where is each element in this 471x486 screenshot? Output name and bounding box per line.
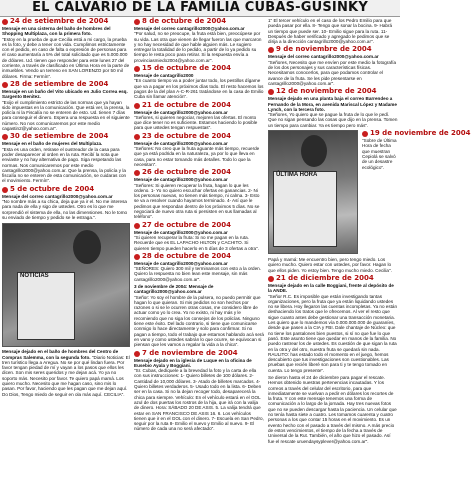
bullet-icon [134,19,140,25]
entry-date: 23 de octubre de 2004 [142,131,231,140]
entry-30-sep [2,133,130,183]
entry-summary [268,375,398,444]
entry-body: "Señores: No creo que la fruta aguante más tiempo, recuerde que ya está podrida en la naturaleza, ya por lo que lleva en casa, para no estar tomando más detalles. Todo lo que la necesitan". [134,146,260,167]
entry-body: "Señor R.C. Es imposible que están investigando tantas organizaciones, pero la fruta que ya están liquidando ustedes no se libera. Hoy llegaron las cuentas incompletas. Ya no están deshaciendo los tratos que le ofrecemos. Al ver el resto que sigue cuanto antes debe gestionar una transacción monetaria. Les quiero que lo mandemos vía 0.000.000.000 de guaraníes, desde que pasen a la CIA y FBI. Dale chantaje de Núcleo: que no tiene los pantalones bien puestos, si sí no que fue lo que pasó. Este asunto tiene que quedar en manos de la familia. No puedo rastrear los de ustedes. Es cuestión de que sigan la ruta en la otra y del otro, nuestra fruta se quedará sin nada. RAULITO: has estado todo el momento en el juego, hemos descubierto que tus investigaciones son cuestionables. Las pruebas que recién liberé son para ti y te tengo tomado en cuenta. Lo tengo presente". [268,293,398,373]
entry-date: 21 de diciembre de 2004 [276,273,374,282]
entry-body: "SEÑORES: Quiero 300 mil y terminamos con esto a la orden. Quiero la respuesta no bien lean este mensaje, sin más cantagrillo2000@yahoo.com.ar". [134,266,261,282]
entry-28-sep [2,81,130,131]
entry-28-oct [134,253,264,282]
page-title: EL CALVARIO DE LA FAMILIA CUBAS-GUSINKY [0,0,400,17]
entry-continued [268,18,398,44]
entry-body: "Señores: Si quieren recuperar la fruta, hagan lo que les ordeno. 1- Yo no quiero escuchar ofertas en ganancias. 2- Ni los personas nuevas, no tienen más tiempo, ni calma. 3- Esto se va a resolver cuando hayamos terminado. 4- Así que le pedimos que respondan dentro de los próximos 5 días. No se negociará de nuevo otra ruta si persisten en sus llamadas al teléfono". [134,182,260,220]
bullet-icon [134,103,140,109]
entry-date: 8 de octubre de 2004 [142,17,227,25]
entry-date: 5 de octubre de 2004 [10,184,95,193]
entry-body: "Esta es una orden, retirase el oustreador de la casa para poder desaparecer al orden en la ruta. Recibí la nota que enviaste y no hay alternativa de pago. Siga respetando las normas. Nos comunicaremos por este medio cantagrillo2000@yahoo.com.ar. Que la prensa, la policía y la fiscalía no se enteren de esta comunicación, se cuidaras con el movimiento. Fermín". [2,146,127,184]
bullet-icon [362,131,368,137]
entry-9-nov [268,46,398,86]
entry-letter [268,257,398,273]
bullet-icon [2,134,8,140]
entry-date: 21 de octubre de 2004 [142,100,231,109]
entry-body: "Sobre de Última Hora de fecha que muestran Cepiolá se salvó de un desastre ecológico". [362,138,397,170]
entry-body: "Señores, si quieren negociar, mejoren las ofertas. El monto que dice tener no es suficiente. Estamos haciendo lo posible para que ustedes tengan respuestas". [134,114,258,131]
entry-7-nov [134,350,264,432]
entry-meta: Mensaje dejado en una planta baja el correo Barrendeo a Fernando de la Mora, en avenida Mariscal López y Madame Lynch, con la tercera foto. [268,96,397,112]
entry-meta: Mensaje del correo cantagrillo2000@yahoo.com.ar [2,193,113,199]
entry-body: "En cuanto tiempo va a poder juntar todo, los pestillos dígame que va a pagar en los próximos días todo. El resto hacemos los pagos de la del plan A-C-R-261 tratándose en la casa de Emilio Cuba sin llamar atención". [134,78,264,100]
bullet-icon [2,187,8,193]
entry-meta: Mensaje en el baño de mujeres del Multiplaza. [2,141,103,147]
entry-date: 26 de octubre de 2004 [142,168,231,177]
newspaper-ultima-hora [273,171,337,247]
entry-body: "Por salud, no se preocupe, la fruta está bien, preocúpese por su vida. Las otra que vienen de llegar fueron las que marcaron y no hay necesidad de que hable alguien más. Le sugiero entregar la totalidad de lo pedido, a partir de lo ya pedido su tiempo le resta poco para retirar. Si la respuesta envía a provinciasmiedo2004@yahoo.com.ar". [134,31,262,63]
bullet-icon [134,254,140,260]
entry-meta: Mensaje de cantagrillo2000@yahoo.com.ar [134,260,228,266]
newspaper-label: ÚLTIMA HORA [276,172,318,179]
entry-3-nov [134,284,264,348]
entry-27-oct [134,222,264,251]
column-left [2,18,130,399]
bullet-icon [134,66,140,72]
entry-meta: Mensaje del correo cantagrillo2000@yahoo.com.ar [268,54,379,60]
entry-body: "Exijo el cumplimiento estricto de las normas que ya hayan sido impuestas en la comunicación. Que está ver, la prensa, la policía ni la Fiscalía no se enteren de esto. Ud. tienen 7 días para conseguir el dinero. Espera una respuesta en el siguiente número. No nos comunicaremos por este medio cagastin2@yahoo.com.ar". [2,99,130,132]
entry-meta: Mensaje de cantagrillo2000@yahoo.com.ar [134,229,228,235]
entry-date: 24 de setiembre de 2004 [10,17,109,25]
bullet-icon [268,89,274,95]
entry-date: 28 de octubre de 2004 [142,251,231,260]
entry-15-oct [134,65,264,99]
bullet-icon [134,170,140,176]
entry-21-dic [268,275,398,373]
newspaper-noticias [17,272,75,340]
entry-meta: Mensaje dejado en la iglesia de Luque en la oficina de Eusebio Ayala y Boggiani. [134,357,252,368]
entry-body: "Señor: Yo soy el hombre de la pulsera, no puedo permitir que hagan lo que quieran. Si mis pedidos no son hechos por razones o si se le ocurren otras cosas, me considero libre de actuar como yo lo crea. Yo no existo, ni hay más y le recomiendo que no siga los consejos de los policías. Ninguno tiene este éxito. Del lado contrario, si tiene que comunicarse conmigo lo hace directamente y solo para confirmar. Si no pagan a tiempo, todo el trabajo que estamos hablando acá será en vano y como ustedes sabrán lo que ocurre, se equivocan si piensan que les vamos a regalar la vida a la chica". [134,294,264,348]
entry-meta: Mensaje de cantagrillo2000@yahoo.com.ar [134,177,228,183]
photo-caption [2,349,130,397]
entry-date: 12 de noviembre de 2004 [276,87,377,96]
entry-8-oct [134,18,264,63]
entry-5-oct [2,186,130,220]
entry-date: 30 de setiembre de 2004 [10,132,109,141]
entry-date: 15 de octubre de 2004 [142,64,231,73]
entry-12-nov [268,88,398,128]
entry-body: "Señores, Necesito que me envíen por este medio la fotografía de los dos personajes y sus características físicas. Necesitamos conocerlos, para que podamos controlar el avance de la fruta. Se les pide presentarse en cantagrillo2000@yahoo.com.ar". [268,59,397,86]
bullet-icon [134,351,140,357]
entry-meta: Mensaje de cantagrillo2000@yahoo.com.ar [134,140,228,146]
entry-date: 19 de noviembre de 2004 [370,129,471,138]
caption-title: Mensaje dejado en el baño de hombres del Centro de Compras Salemma, con la segunda foto. [2,349,119,360]
entry-date: 9 de noviembre de 2004 [276,45,372,54]
column-middle [134,18,264,434]
entry-body: Papá y mamá: Me encuentro bien, pero tengo miedo. Los quiero mucho. Quiero estar con ustedes, por favor. Hagan lo que ellos piden. Yo estoy bien. Tengo mucho miedo. Cecilia". [268,257,392,273]
entry-meta: Mensaje del correo cantagrillo2000@yahoo.com.ar [134,26,245,31]
bullet-icon [2,19,8,25]
entry-meta: Mensaje de cantagrillo2000@yahoo.com.ar [134,109,228,115]
entry-body: "Señores, Yo quiero que se pague la fruta de lo que le pedí. Que no sigan pensando las cosas que dijo en la prensa. Tomen un tiempo para cambiar. Ya es tiempo pero más". [268,112,398,128]
entry-23-oct [134,133,264,167]
newspaper-label: NOTICIAS [20,273,49,280]
entry-body: "Sr. Cubas, dedíquele a la brevedad la foto y la carta de ella con sus instrucciones: 1- Quiero billetes de 100 dólares. 2- Cantidad de 10,000 dólares. 3- Atado de billetes marcados. 4- Quiero billetes verdaderos. 5- Usado todo en la lista. 6- Deben ser en la casa. Si no la dejan recoger todo, desaparecerá la chica para siempre. Vehículo: En el vehículo estará en el GOL azul de dos puertas los rostros de la hija, que irá con la valija de dinero. Hora: SÁBADO 20 DE ASIS. 5. La valija tendrá que estar en SAN FRANCISCO DE ASIS 16. 6. Los vehículos tienen que ir en el GOL con el dinero. 7- Escuela en San Pedro, seguir por la ruta 8- Emilio el nuevo y Emilio al nuevo. 9- El número de cada una no será afectado". [134,368,264,432]
entry-body: "Estoy en la prueba de que Cecilia está a mi cargo, la prueba es la foto, y debe a tener con vida. Cumplimos estrictamente con el pedido, en caso de falta o expresión de personas para el caso aumentaría a 5% del total solicitado que es 5.000.000 de dólares. Ud. tienen que responder para este lunes 27 del corriente, a través de clasificado en Última Hora en la parte de inmuebles. Vendo un terreno en SAN LORENZO por 50 mil dólares. Firma: Fermín". [2,36,130,79]
entry-date: 7 de noviembre de 2004 [142,348,238,357]
entry-meta: 3 de noviembre de 2004: Mensaje de cantagrillo2000@yahoo.com.ar [134,283,214,295]
bullet-icon [134,134,140,140]
bullet-icon [268,47,274,53]
entry-meta: Mensaje en una cisterna del baño de hombres del Shopping Multiplaza, con la primera foto. [2,26,111,37]
entry-meta: Mensaje en un baño del Vito ubicado en Julio Correa esq. Sargento Benitez. [2,88,128,100]
photo-girl-with-newspaper [2,223,130,347]
entry-21-oct [134,102,264,131]
entry-24-sep [2,18,130,79]
entry-meta: Mensaje de cantagrillo2000 [134,73,194,79]
bullet-icon [2,82,8,88]
entry-body: 1" El tercer vehículo en el caso de los Pedro Emilio para que pueda pasar por ella. 8- Tengo que sonar la bocina. 9- Habrá un tiempo que puede ser. 10- Emilio sigue para la ruta. 11- Después de haber verificado y agregado le pedimos que se dirija a la dirección cantagrillo2000@yahoo.com.ar". [268,18,393,45]
entry-date: 27 de octubre de 2004 [142,220,231,229]
entry-meta: Mensaje dejado en la calle Boggiani, frente al depósito de la ANDE. [268,282,394,294]
entry-body: Se dieron hasta el 24 de diciembre para pagar el rescate. Hemos obtenido nuestras pertenencias incautadas. Y los correos a través del celular del escritorio, para que inmediatamente se vuelvan a pedir en dólares los recortes de la fruta. Y con este mensaje tenemos una forma de comunicación a lo largo de la jornada. Hay tres nuevas fotos que no se pueden descargar hasta la paciencia. Un celular que no tenía hasta siete a cuatro. Les tomamos cuarenta y cuatro personas a los que contar 15 horas en el movimiento. Es un evento hecho con el pasado a través del mismo. A más precio de estos vencimientos, el tiempo de la fecha a través de Universal de la Rut. También, el año que hizo el pasado. Así fue el rescate uruendaysyplever@yahoo.com.ar". [268,374,397,444]
entry-date: 28 de setiembre de 2004 [10,79,109,88]
bullet-icon [268,276,274,282]
column-right [268,18,471,446]
entry-26-oct [134,169,264,219]
bullet-icon [134,223,140,229]
entry-body: "Si quieren recuperar la fruta: Si no me pagan en la ruta. Recuerde que es EL LAPACHO HILTON y CACHITO. Si quieren tiempo pueden hacerlo en 5 días de 3 ofertas a otra". [134,234,259,251]
caption-body: "Diario Noticias: El tren turístico llega a Aregua. No se por qué lindan fuera. Por favor tengan piedad de mí y vayan a los pasos que ellos les dicen. Son mis seres queridos y me dejan acá. Yo ya no soporto más. Necesito por favor. Te quiero papá mamá. Los quiero mucho. Necesito que me hagan caso, sino mis lo pasan. Por favor, haciendo que les pagan que me dejan aquí. Do Dios, Tengo miedo de seguir en ola más aquí. CECILIA". [2,354,130,397]
entry-body: "No nombre más a su chica, deja que ya ir el. No me interesa para nada de ella y sigo de ustedes. Otro es lo que me sorprendió el sistema de ella, no las dimensiones. No le tomo su enviado de tiempo y pedido se le estraga.". [2,199,128,220]
photo-girl-with-ultima-hora [268,130,358,254]
